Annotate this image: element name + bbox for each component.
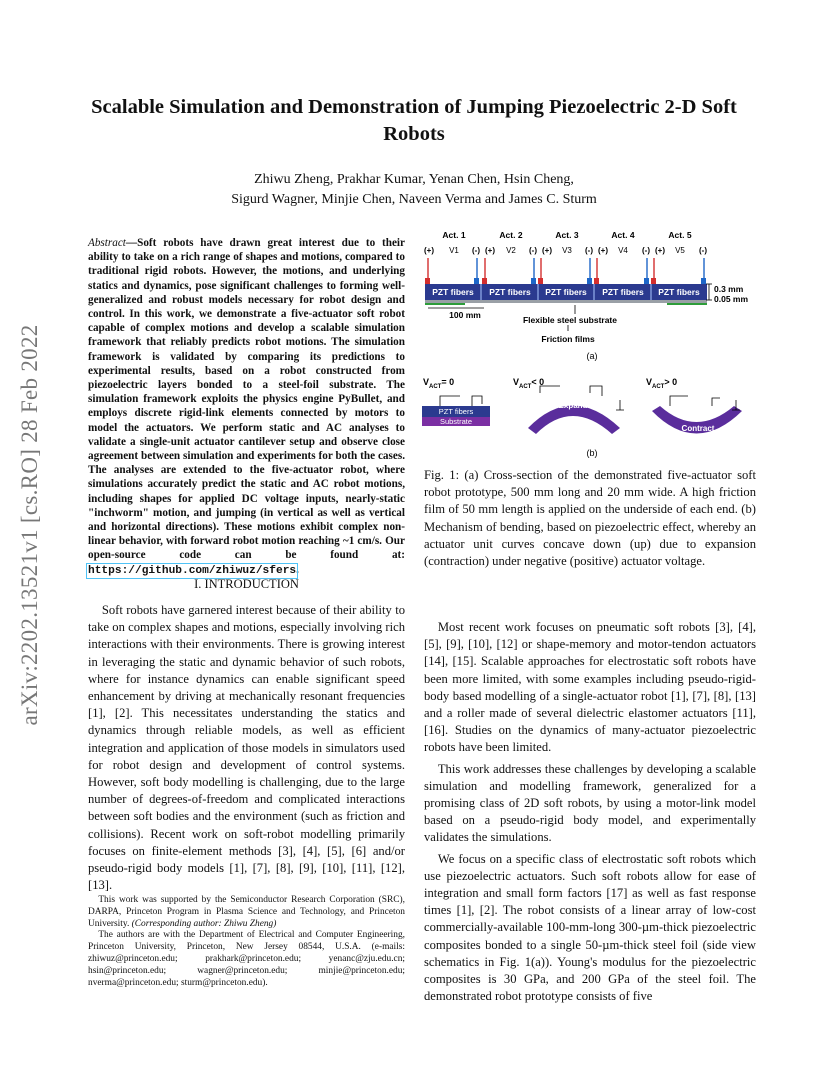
author-list [60, 170, 768, 210]
svg-text:Substrate: Substrate [439, 417, 473, 426]
paragraph: Most recent work focuses on pneumatic soft robots [3], [4], [5], [9], [10], [12] or shape-memory and motor-tendon actuators [14], [15]. Scalable approaches for electrostatic soft robots have been more limited, with some examples including pseudo-rigid-body based modelling of a single-actuator robot [1], [7], [8], [13] and a roller made of several dielectric elastomer actuators [11], [16]. Studies on the dynamics of many-actuator piezoelectric robots have been limited. [424, 620, 756, 755]
footnote-funding: This work was supported by the Semiconductor Research Corporation (SRC), DARPA, Princeton Program in Plasma Science and Technology, and Princeton University. (Corresponding author: Zhiwu Zheng) [88, 895, 405, 929]
svg-text:VACT> 0: $V_{ACT}> 0$ [646, 377, 678, 390]
figure-caption: Fig. 1: (a) Cross-section of the demonstrated five-actuator soft robot prototype, 500 mm long and 20 mm wide. A high friction film of 50 mm length is applied on the underside of each end. (b) Mechanism of bending, based on piezoelectric effect, whereby an actuator unit curves concave down (up) due to expansion (contraction) under negative (positive) actuator voltage. [424, 468, 756, 569]
act-label: Act. 5 [668, 230, 692, 240]
svg-text:(+): (+) [542, 246, 552, 255]
svg-text:VACT= 0: $V_{ACT}= 0$ [423, 377, 455, 390]
paragraph: We focus on a specific class of electrostatic soft robots which use piezoelectric actuators. Such soft robots allow for ease of integration and small form factors [17] as well as fast response times [1], [2]. The robot consists of a linear array of low-cost commercially-available 100-mm-long 300-µm-thick piezoelectric composites bonded to a single 50-µm-thick steel foil (side view schematics in Fig. 1(a)). Young's modulus for the piezoelectric composites is 30 GPa, and 200 GPa of the steel foil. The demonstrated robot prototype consists of five [424, 851, 756, 1004]
act-label: Act. 3 [555, 230, 579, 240]
arxiv-stamp [10, 290, 50, 760]
pzt-bar [425, 284, 707, 300]
pzt-label: PZT fibers [489, 287, 531, 297]
svg-text:(-): (-) [472, 246, 480, 255]
polarity-row [424, 246, 707, 255]
substrate-label: Flexible steel substrate [522, 315, 618, 325]
abstract [88, 236, 405, 578]
steel-substrate [425, 300, 707, 303]
abstract-text: Soft robots have drawn great interest due to their ability to take on a rich range of shapes and motions, compared to traditional rigid robots. However, the motions, and underlying statics and dynamics, pose significant challenges to forming well-generalized and robust models necessary for robot design and control. In this work, we demonstrate a five-actuator soft robot capable of complex motions and develop a scalable simulation framework that reliably predicts robot motions. The simulation framework is validated by comparing its predictions to experimental results, based on a robot constructed from piezoelectric layers bonded to a steel-foil substrate. The simulation framework exploits the physics engine PyBullet, and employs discrete rigid-link elements connected by motors to model the actuators. We perform static and AC analyses to validate a single-unit actuator cantilever setup and observe close agreement between simulation and experiments for both the cases. The analyses are extended to the five-actuator robot, where simulations accurately predict the static and AC robot motions, including shapes for applied DC voltage inputs, nearly-static "inchworm" motion, and jumping (in vertical as well as vertical and horizontal directions). These motions exhibit complex non-linear behavior, with forward robot motion reaching ~1 cm/s. Our open-source code can be found at: [88, 237, 405, 562]
footnotes [88, 895, 405, 989]
friction-film-right [667, 303, 707, 305]
contract-label: Contract [681, 424, 715, 433]
abstract-dash: — [125, 237, 138, 249]
pzt-label: PZT fibers [432, 287, 474, 297]
svg-text:V1: V1 [449, 246, 459, 255]
svg-text:V2: V2 [506, 246, 516, 255]
svg-text:(+): (+) [485, 246, 495, 255]
friction-film-left [425, 303, 465, 305]
subfig-a-label: (a) [586, 351, 598, 361]
expand-label: Expand [558, 401, 588, 410]
pzt-label: PZT fibers [602, 287, 644, 297]
length-label: 100 mm [449, 310, 481, 320]
svg-text:(-): (-) [642, 246, 650, 255]
abstract-label: Abstract [88, 237, 126, 249]
act-label: Act. 2 [499, 230, 523, 240]
svg-text:VACT< 0: $V_{ACT}< 0$ [513, 377, 545, 390]
footnote-corresponding: (Corresponding author: Zhiwu Zheng) [131, 918, 277, 929]
svg-text:V3: V3 [562, 246, 572, 255]
subfig-b-label: (b) [586, 448, 598, 458]
authors-line-1: Zhiwu Zheng, Prakhar Kumar, Yenan Chen, Hsin Cheng, [254, 172, 574, 187]
code-link[interactable]: https://github.com/zhiwuz/sfers [88, 564, 297, 577]
footnote-affiliation: The authors are with the Department of Electrical and Computer Engineering, Princeton University, Princeton, New Jersey 08544, U.S.A. (e-mails: zhiwuz@princeton.edu; prakhark@princeton.edu; yenanc@zju.edu.cn; hsin@princeton.edu; wagner@princeton.edu; minjie@princeton.edu; nverma@princeton.edu; sturm@princeton.edu). [88, 930, 405, 988]
left-column-body [88, 602, 405, 894]
svg-text:(+): (+) [424, 246, 434, 255]
thickness-steel: 0.05 mm [714, 294, 749, 304]
paper-title: Scalable Simulation and Demonstration of Jumping Piezoelectric 2-D Soft Robots [91, 96, 737, 145]
arxiv-stamp-text: arXiv:2202.13521v1 [cs.RO] 28 Feb 2022 [17, 324, 42, 726]
pzt-label: PZT fibers [545, 287, 587, 297]
svg-text:(-): (-) [699, 246, 707, 255]
svg-text:PZT fibers: PZT fibers [438, 407, 474, 416]
right-column-body [424, 619, 756, 1009]
thickness-pzt: 0.3 mm [714, 284, 744, 294]
act-label: Act. 1 [442, 230, 466, 240]
abstract-end: . [296, 563, 299, 576]
friction-label: Friction films [541, 334, 595, 344]
svg-text:(-): (-) [585, 246, 593, 255]
svg-text:(+): (+) [598, 246, 608, 255]
paragraph: This work addresses these challenges by developing a scalable simulation and modelling framework, generalized for a promising class of 2D soft robots, by using a motor-link model based on a pseudo-rigid body model, and experimentally validates the simulations. [424, 761, 756, 845]
intro-paragraph: Soft robots have garnered interest because of their ability to take on complex shapes and motions, especially involving rich interactions with their environments. There is growing interest in leveraging the static and dynamic behavior of such robots, where for instance dynamics can enable significant speed enhancement by driving at mechanically resonant frequencies [1], [2]. This necessitates understanding the statics and dynamics through reliable models, as well as efficient integration and application of those models in simulators used for robot design and development of control systems. However, soft body modelling is challenging, due to the large number of degrees-of-freedom and complicated interactions between soft bodies and the environment (such as friction and collisions). Recent work on soft-robot modelling primarily focuses on finite-element methods [3], [4], [5], [6] and/or pseudo-rigid body models [1], [7], [8], [9], [10], [11], [12], [13]. [88, 603, 405, 893]
svg-text:(+): (+) [655, 246, 665, 255]
act-label: Act. 4 [611, 230, 635, 240]
svg-text:V5: V5 [675, 246, 685, 255]
authors-line-2: Sigurd Wagner, Minjie Chen, Naveen Verma and James C. Sturm [231, 192, 597, 207]
section-heading-introduction: I. INTRODUCTION [194, 577, 299, 591]
svg-text:V4: V4 [618, 246, 628, 255]
pzt-label: PZT fibers [658, 287, 700, 297]
svg-text:(-): (-) [529, 246, 537, 255]
figure-1 [420, 228, 760, 463]
